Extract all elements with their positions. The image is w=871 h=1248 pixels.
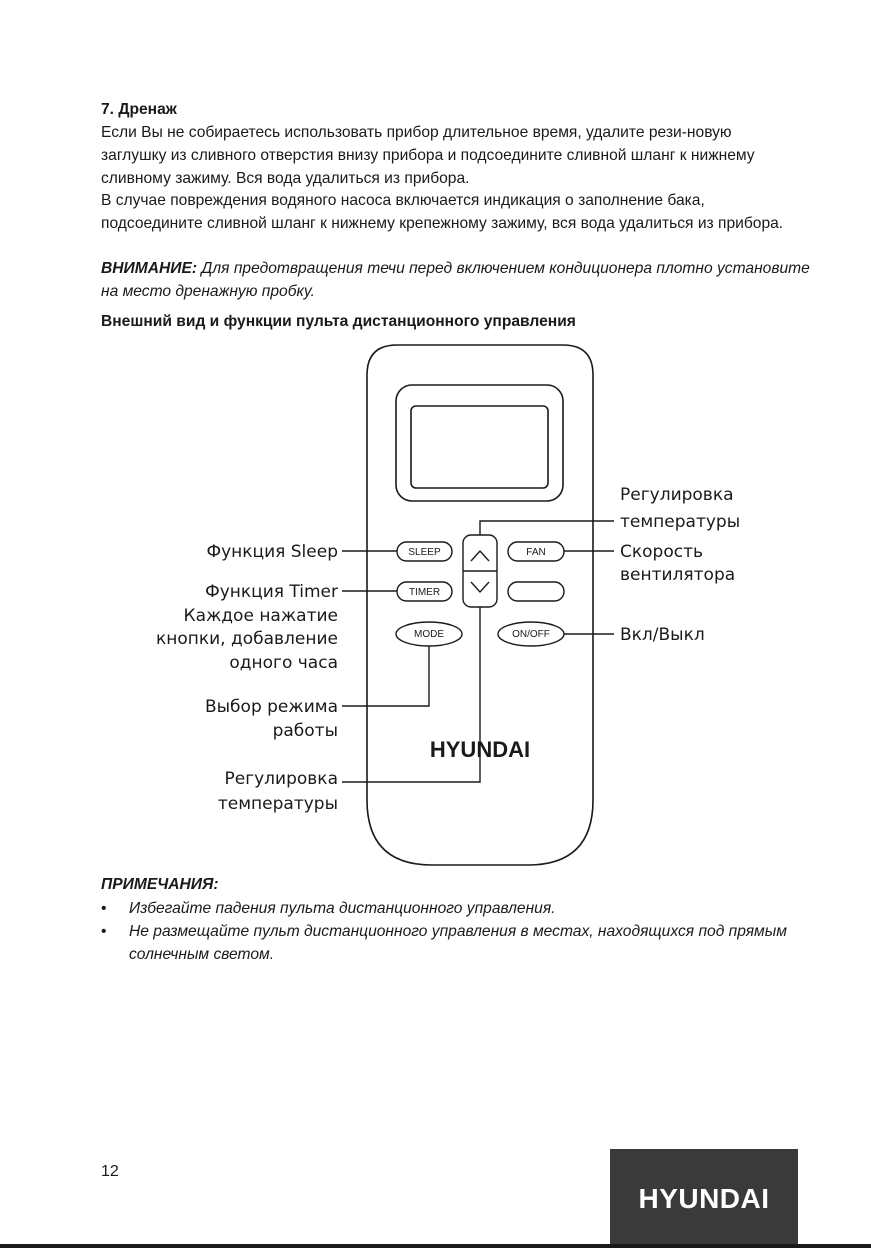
drain-paragraph-1: Если Вы не собираетесь использовать прибор длительное время, удалите рези-новую заглушку из сливного отверстия внизу прибора и подсоедините сливной шланг к нижнему сливному зажиму. Вся вода удалиться из прибора.	[101, 124, 755, 187]
onoff-label: Вкл/Выкл	[620, 625, 705, 645]
bottom-rule	[0, 1244, 871, 1248]
drain-paragraph-2: В случае повреждения водяного насоса включается индикация о заполнение бака, подсоедините сливной шланг к нижнему крепежному зажиму, вся вода удалиться из прибора.	[101, 192, 784, 232]
timer-desc-2: кнопки, добавление	[155, 629, 338, 649]
temp-label-top-2: температуры	[620, 512, 741, 532]
sleep-button-label: SLEEP	[408, 547, 441, 558]
onoff-button-label: ON/OFF	[512, 629, 550, 640]
note-item	[101, 898, 801, 921]
section-heading: 7. Дренаж	[101, 101, 177, 118]
temp-label-top-1: Регулировка	[620, 485, 734, 505]
page-number: 12	[101, 1163, 119, 1180]
notes-list	[101, 898, 801, 966]
timer-desc-1: Каждое нажатие	[183, 606, 338, 626]
remote-body	[367, 345, 593, 865]
fan-button-label: FAN	[526, 547, 546, 558]
warning-text: Для предотвращения течи перед включением кондиционера плотно установите на место дренажную пробку.	[101, 260, 810, 300]
mode-label-1: Выбор режима	[204, 697, 338, 717]
display-frame	[396, 385, 563, 501]
note-text: Не размещайте пульт дистанционного управления в местах, находящихся под прямым солнечным светом.	[129, 922, 787, 963]
note-text: Избегайте падения пульта дистанционного управления.	[129, 900, 556, 917]
display-screen	[411, 406, 548, 488]
footer-brand-text: HYUNDAI	[638, 1182, 770, 1214]
temp-up-button[interactable]	[471, 551, 489, 561]
blank-button[interactable]	[508, 582, 564, 601]
mode-button-label: MODE	[414, 629, 444, 640]
timer-desc-3: одного часа	[229, 653, 338, 673]
temp-label-bottom-2: температуры	[217, 794, 338, 814]
fan-label-1: Скорость	[620, 542, 703, 562]
warning-label: ВНИМАНИЕ:	[101, 260, 198, 277]
sleep-label: Функция Sleep	[206, 542, 338, 562]
temp-down-button[interactable]	[471, 582, 489, 592]
timer-label: Функция Timer	[205, 582, 338, 602]
mode-label-2: работы	[272, 721, 338, 741]
remote-heading: Внешний вид и функции пульта дистанционного управления	[101, 313, 576, 330]
fan-label-2: вентилятора	[620, 565, 736, 585]
timer-button-label: TIMER	[408, 587, 441, 598]
temp-label-bottom-1: Регулировка	[224, 769, 338, 789]
bullet-icon: •	[101, 922, 107, 940]
bullet-icon: •	[101, 900, 107, 917]
notes-title: ПРИМЕЧАНИЯ:	[101, 876, 219, 893]
note-item	[101, 921, 801, 967]
footer-brand-logo	[610, 1149, 798, 1248]
remote-brand-logo: HYUNDAI	[429, 737, 531, 762]
